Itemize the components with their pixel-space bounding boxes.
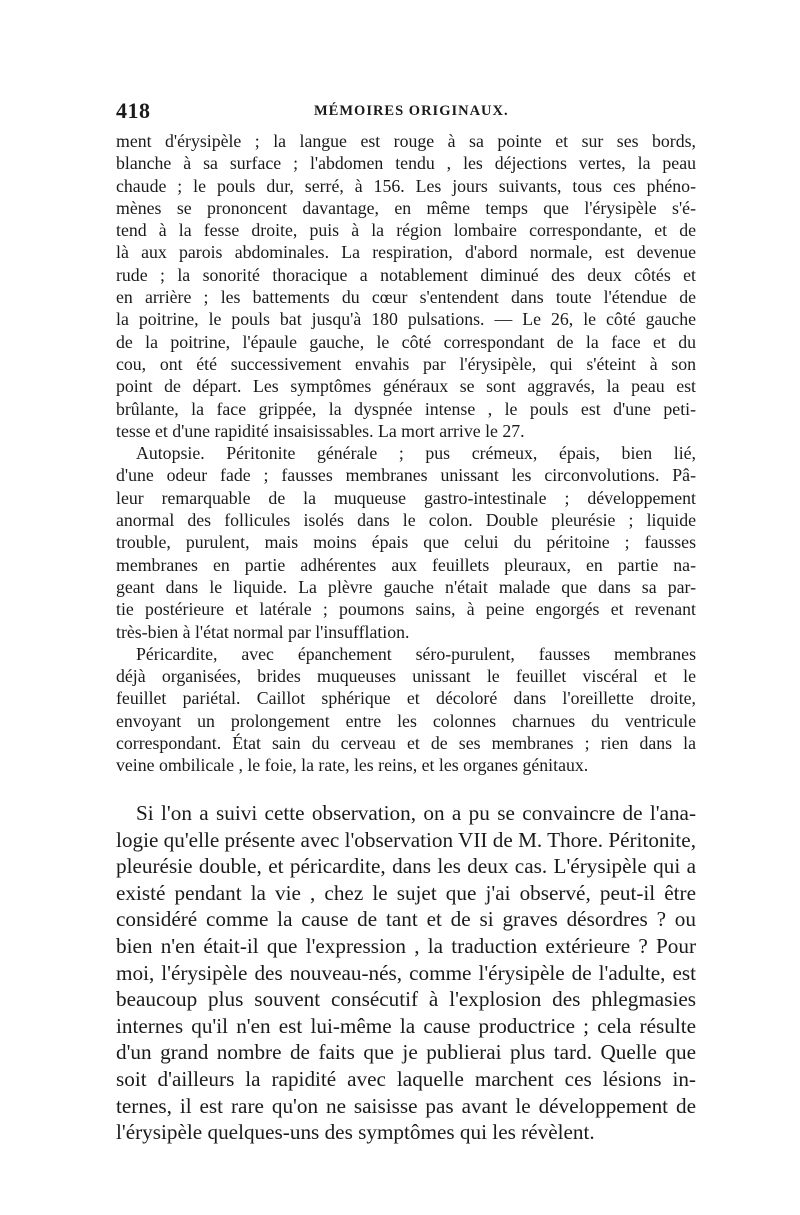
text-line: membranes en partie adhérentes aux feuillets pleuraux, en partie na- bbox=[116, 554, 696, 575]
text-line: logie qu'elle présente avec l'observation VII de M. Thore. Péritonite, bbox=[116, 827, 696, 852]
text-line: rude ; la sonorité thoracique a notablement diminué des deux côtés et bbox=[116, 264, 696, 285]
text-line: ment d'érysipèle ; la langue est rouge à sa pointe et sur ses bords, bbox=[116, 131, 696, 151]
observation-text bbox=[116, 130, 696, 777]
text-line: correspondant. État sain du cerveau et de ses membranes ; rien dans la bbox=[116, 733, 696, 754]
text-line: chaude ; le pouls dur, serré, à 156. Les jours suivants, tous ces phéno- bbox=[116, 175, 696, 196]
text-line: tie postérieure et latérale ; poumons sains, à peine engorgés et revenant bbox=[116, 599, 696, 620]
text-line: Autopsie. Péritonite générale ; pus crémeux, épais, bien lié, bbox=[136, 443, 696, 464]
page-header bbox=[116, 98, 696, 128]
text-line: déjà organisées, brides muqueuses unissant le feuillet viscéral et le bbox=[116, 666, 696, 687]
text-line: Péricardite, avec épanchement séro-purulent, fausses membranes bbox=[136, 643, 696, 664]
text-line: d'une odeur fade ; fausses membranes unissant les circonvolutions. Pâ- bbox=[116, 465, 696, 486]
text-line: moi, l'érysipèle des nouveau-nés, comme l'érysipèle de l'adulte, est bbox=[116, 960, 696, 985]
text-line: très-bien à l'état normal par l'insufflation. bbox=[116, 621, 410, 642]
text-line: mènes se prononcent davantage, en même temps que l'érysipèle s'é- bbox=[116, 197, 696, 218]
text-line: en arrière ; les battements du cœur s'entendent dans toute l'étendue de bbox=[116, 287, 696, 308]
text-line: l'érysipèle quelques-uns des symptômes qui les révèlent. bbox=[116, 1120, 595, 1145]
text-line: de la poitrine, l'épaule gauche, le côté correspondant de la face et du bbox=[116, 331, 696, 352]
text-line: beaucoup plus souvent consécutif à l'explosion des phlegmasies bbox=[116, 987, 696, 1012]
page-number: 418 bbox=[116, 98, 151, 123]
text-line: envoyant un prolongement entre les colonnes charnues du ventricule bbox=[116, 710, 696, 731]
text-line: geant dans le liquide. La plèvre gauche n'était malade que dans sa par- bbox=[116, 576, 696, 597]
text-line: la poitrine, le pouls bat jusqu'à 180 pulsations. — Le 26, le côté gauche bbox=[116, 309, 696, 330]
text-line: brûlante, la face grippée, la dyspnée intense , le pouls est d'une peti- bbox=[116, 398, 696, 419]
text-line: feuillet pariétal. Caillot sphérique et décoloré dans l'oreillette droite, bbox=[116, 688, 696, 709]
running-head: MÉMOIRES ORIGINAUX. bbox=[314, 103, 509, 119]
text-line: internes qu'il n'en est lui-même la cause productrice ; cela résulte bbox=[116, 1013, 696, 1038]
text-line: trouble, purulent, mais moins épais que celui du péritoine ; fausses bbox=[116, 532, 696, 553]
text-line: cou, ont été successivement envahis par l'érysipèle, qui s'éteint à son bbox=[116, 353, 696, 374]
text-line: tend à la fesse droite, puis à la région lombaire correspondante, et de bbox=[116, 220, 696, 241]
text-line: considéré comme la cause de tant et de si graves désordres ? ou bbox=[116, 907, 696, 932]
text-line: point de départ. Les symptômes généraux se sont aggravés, la peau est bbox=[116, 376, 696, 397]
text-line: veine ombilicale , le foie, la rate, les reins, et les organes génitaux. bbox=[116, 755, 589, 776]
text-line: existé pendant la vie , chez le sujet que j'ai observé, peut-il être bbox=[116, 880, 696, 905]
text-line: leur remarquable de la muqueuse gastro-intestinale ; développement bbox=[116, 487, 696, 508]
text-line: anormal des follicules isolés dans le colon. Double pleurésie ; liquide bbox=[116, 510, 696, 531]
commentary-text bbox=[116, 800, 696, 1146]
text-line: d'un grand nombre de faits que je publierai plus tard. Quelle que bbox=[116, 1040, 696, 1065]
text-line: bien n'en était-il que l'expression , la traduction extérieure ? Pour bbox=[116, 933, 696, 958]
text-line: soit d'ailleurs la rapidité avec laquelle marchent ces lésions in- bbox=[116, 1066, 696, 1091]
text-line: pleurésie double, et péricardite, dans les deux cas. L'érysipèle qui a bbox=[116, 854, 696, 879]
text-line: ternes, il est rare qu'on ne saisisse pas avant le développement de bbox=[116, 1093, 696, 1118]
text-line: là aux parois abdominales. La respiration, d'abord normale, est devenue bbox=[116, 242, 696, 263]
text-line: Si l'on a suivi cette observation, on a pu se convaincre de l'ana- bbox=[136, 801, 696, 825]
text-line: tesse et d'une rapidité insaisissables. La mort arrive le 27. bbox=[116, 420, 525, 441]
text-line: blanche à sa surface ; l'abdomen tendu , les déjections vertes, la peau bbox=[116, 153, 696, 174]
